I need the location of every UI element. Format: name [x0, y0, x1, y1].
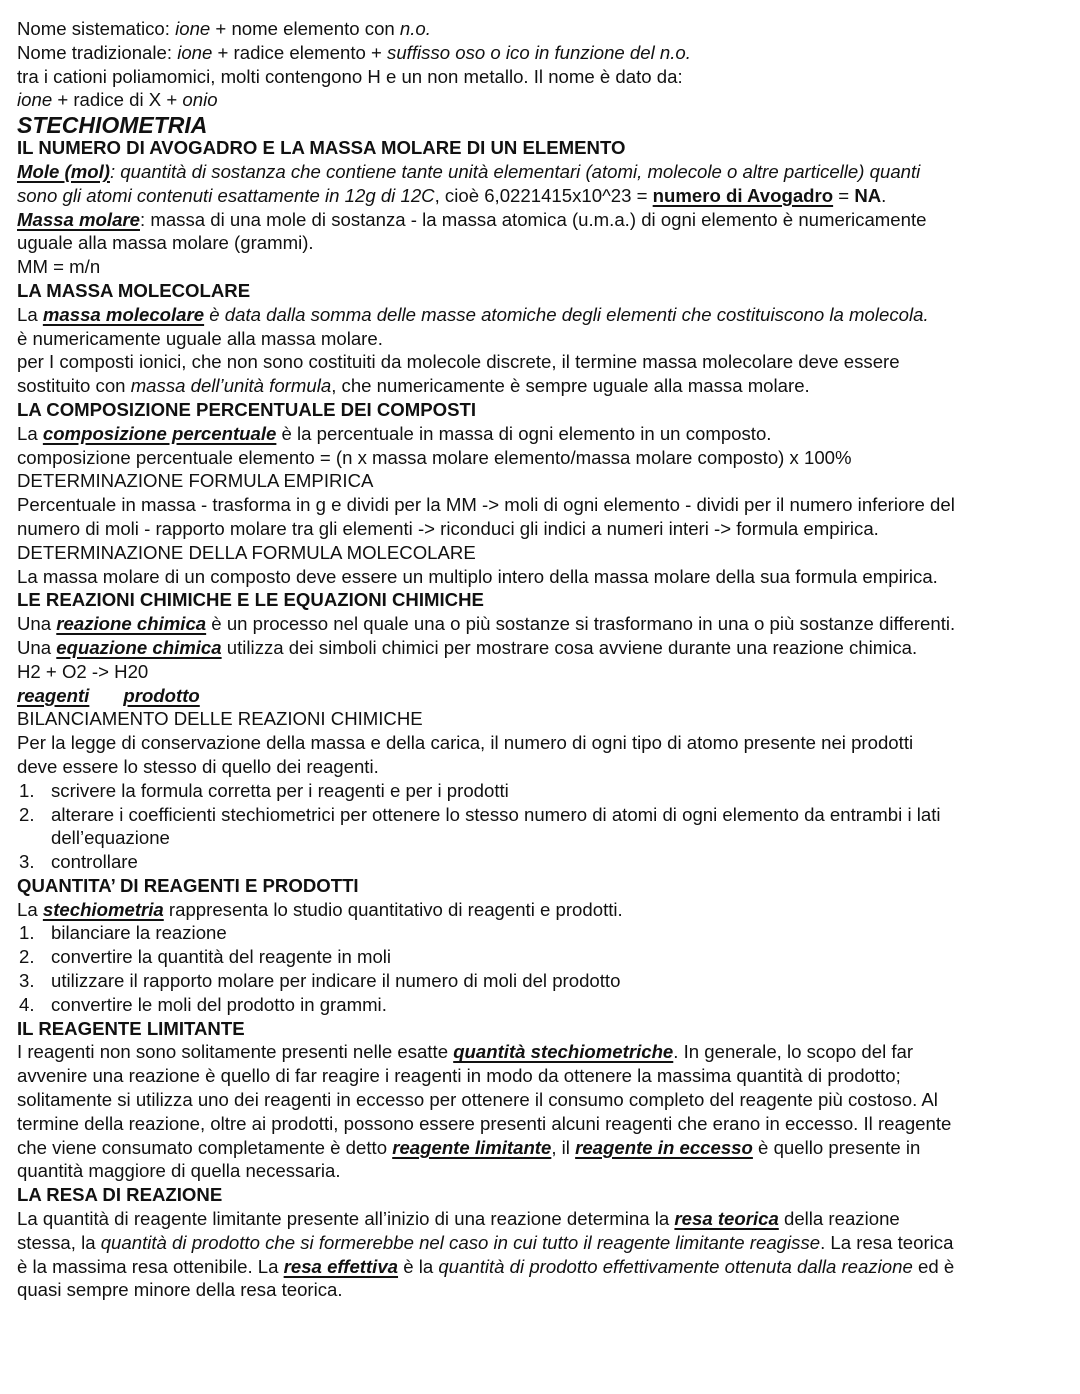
- term-quantita-stechiometriche: quantità stechiometriche: [453, 1041, 674, 1063]
- heading-limitante: IL REAGENTE LIMITANTE: [17, 1017, 245, 1039]
- heading-avogadro: IL NUMERO DI AVOGADRO E LA MASSA MOLARE DI UN ELEMENTO: [17, 137, 626, 159]
- term-reagente-limitante: reagente limitante: [392, 1136, 552, 1158]
- molecolare-line-3: per I composti ionici, che non sono costituiti da molecole discrete, il termine massa molecolare deve essere: [17, 351, 900, 373]
- text: Nome sistematico:: [17, 18, 176, 39]
- intro-line-1: [17, 17, 1080, 41]
- limitante-line-3: solitamente si utilizza uno dei reagenti in eccesso per ottenere il consumo completo del reagente più costoso. Al: [17, 1089, 938, 1111]
- text: alterare i coefficienti stechiometrici per ottenere lo stesso numero di atomi di ogni elemento da entrambi i lati: [51, 803, 941, 825]
- composizione-line-5: La massa molare di un composto deve essere un multiplo intero della massa molare della sua formula empirica.: [17, 565, 938, 587]
- text: utilizzare il rapporto molare per indicare il numero di moli del prodotto: [51, 970, 621, 992]
- reazioni-line-1: [17, 612, 1080, 636]
- text: , cioè 6,0221415x10^23 =: [434, 184, 653, 206]
- text: massa dell’unità formula: [130, 375, 332, 397]
- text: Una: [17, 636, 57, 658]
- molecolare-line-4: [17, 374, 1080, 398]
- list-item: [17, 779, 1080, 803]
- text: Una: [17, 613, 57, 635]
- list-item: [17, 803, 1080, 851]
- list-item: [17, 921, 1080, 945]
- list-number: 2.: [19, 946, 35, 968]
- text: che viene consumato completamente è detto: [17, 1136, 393, 1158]
- composizione-line-4: numero di moli - rapporto molare tra gli elementi -> riconduci gli indici a numeri interi -> formula empirica.: [17, 517, 879, 539]
- term-massa-molare: Massa molare: [17, 208, 140, 230]
- text: La quantità di reagente limitante presente all’inizio di una reazione determina la: [17, 1208, 675, 1230]
- text: Nome tradizionale:: [17, 41, 178, 63]
- composizione-line-2: composizione percentuale elemento = (n x massa molare elemento/massa molare composto) x 100%: [17, 446, 852, 468]
- mole-definition-line-2: [17, 184, 1080, 208]
- text: controllare: [51, 851, 138, 873]
- intro-line-2: [17, 41, 1080, 65]
- list-number: 1.: [19, 779, 35, 801]
- mole-definition-line-1: [17, 160, 1080, 184]
- molecolare-line-2: è numericamente uguale alla massa molare.: [17, 327, 383, 349]
- text: rappresenta lo studio quantitativo di reagenti e prodotti.: [163, 898, 623, 920]
- text: è un processo nel quale una o più sostanze si trasformano in una o più sostanze differenti.: [206, 613, 956, 635]
- section-title-stechiometria: STECHIOMETRIA: [17, 112, 208, 139]
- text: + radice di X +: [52, 89, 183, 111]
- massa-molare-line-2: uguale alla massa molare (grammi).: [17, 232, 314, 254]
- resa-line-1: [17, 1207, 1080, 1231]
- text: n.o.: [399, 18, 431, 39]
- composizione-line-1: [17, 422, 1080, 446]
- list-number: 3.: [19, 970, 35, 992]
- text: è quello presente in: [752, 1136, 921, 1158]
- term-resa-effettiva: resa effettiva: [283, 1255, 399, 1277]
- composizione-line-3: Percentuale in massa - trasforma in g e dividi per la MM -> moli di ogni elemento - dividi per il numero inferiore del: [17, 494, 955, 516]
- text: + radice elemento +: [212, 41, 388, 63]
- text: convertire la quantità del reagente in moli: [51, 946, 392, 968]
- subheading-bilanciamento: BILANCIAMENTO DELLE REAZIONI CHIMICHE: [17, 708, 423, 730]
- term-mole: Mole (mol): [17, 160, 110, 182]
- text: NA: [854, 184, 882, 206]
- term-stechiometria: stechiometria: [42, 898, 164, 920]
- list-item: [17, 969, 1080, 993]
- text: bilanciare la reazione: [51, 922, 227, 944]
- list-item: [17, 850, 1080, 874]
- text: .: [881, 184, 887, 206]
- term-equazione: equazione chimica: [56, 636, 222, 658]
- formula-mm: MM = m/n: [17, 256, 101, 278]
- text: suffisso oso o ico in funzione del n.o.: [387, 41, 691, 63]
- list-item: [17, 993, 1080, 1017]
- massa-molare-line-1: [17, 208, 1080, 232]
- quantita-line-1: [17, 898, 1080, 922]
- text: è la: [398, 1255, 439, 1277]
- limitante-line-4: termine della reazione, oltre ai prodotti, possono essere presenti alcuni reagenti che erano in eccesso. Il reagente: [17, 1112, 952, 1134]
- subheading-formula-empirica: DETERMINAZIONE FORMULA EMPIRICA: [17, 470, 374, 492]
- text: =: [833, 184, 855, 206]
- reagenti-prodotto-labels: [17, 684, 1080, 708]
- label-prodotto: prodotto: [123, 684, 200, 706]
- list-number: 3.: [19, 851, 35, 873]
- heading-quantita: QUANTITA’ DI REAGENTI E PRODOTTI: [17, 874, 359, 896]
- text: dell’equazione: [51, 827, 170, 849]
- list-number: 1.: [19, 922, 35, 944]
- resa-line-4: quasi sempre minore della resa teorica.: [17, 1279, 343, 1301]
- text: . In generale, lo scopo del far: [673, 1041, 914, 1063]
- text: è la massima resa ottenibile. La: [17, 1255, 284, 1277]
- text: onio: [182, 89, 218, 111]
- text: scrivere la formula corretta per i reagenti e per i prodotti: [51, 779, 509, 801]
- text: quantità di prodotto che si formerebbe nel caso in cui tutto il reagente limitante reagisse: [100, 1231, 821, 1253]
- text: La: [17, 303, 43, 325]
- text: è data dalla somma delle masse atomiche degli elementi che costituiscono la molecola.: [204, 303, 929, 325]
- text: sono gli atomi contenuti esattamente in 12g di 12C: [17, 184, 435, 206]
- text: . La resa teorica: [820, 1231, 954, 1253]
- text: , che numericamente è sempre uguale alla massa molare.: [331, 375, 810, 397]
- text: La: [17, 898, 43, 920]
- reazioni-line-2: [17, 636, 1080, 660]
- intro-line-4: [17, 88, 1080, 112]
- molecolare-line-1: [17, 303, 1080, 327]
- reazioni-line-4: deve essere lo stesso di quello dei reagenti.: [17, 755, 379, 777]
- reazioni-line-3: Per la legge di conservazione della massa e della carica, il numero di ogni tipo di atomo presente nei prodotti: [17, 732, 914, 754]
- limitante-line-2: avvenire una reazione è quello di far reagire i reagenti in modo da ottenere la massima quantità di prodotto;: [17, 1065, 901, 1087]
- subheading-formula-molecolare: DETERMINAZIONE DELLA FORMULA MOLECOLARE: [17, 541, 476, 563]
- term-avogadro: numero di Avogadro: [652, 184, 834, 206]
- resa-line-3: [17, 1255, 1080, 1279]
- text: : quantità di sostanza che contiene tante unità elementari (atomi, molecole o altre particelle) quanti: [109, 160, 921, 182]
- heading-reazioni: LE REAZIONI CHIMICHE E LE EQUAZIONI CHIMICHE: [17, 589, 484, 611]
- label-reagenti: reagenti: [17, 684, 90, 706]
- text: è la percentuale in massa di ogni elemento in un composto.: [276, 422, 772, 444]
- text: I reagenti non sono solitamente presenti nelle esatte: [17, 1041, 454, 1063]
- limitante-line-5: [17, 1136, 1080, 1160]
- text: ed è: [912, 1255, 955, 1277]
- list-number: 2.: [19, 803, 35, 825]
- heading-massa-molecolare: LA MASSA MOLECOLARE: [17, 279, 251, 301]
- text: , il: [551, 1136, 576, 1158]
- text: + nome elemento con: [210, 18, 400, 39]
- text: ione: [177, 41, 213, 63]
- text: quantità di prodotto effettivamente ottenuta dalla reazione: [438, 1255, 913, 1277]
- list-item: [17, 945, 1080, 969]
- heading-composizione: LA COMPOSIZIONE PERCENTUALE DEI COMPOSTI: [17, 398, 477, 420]
- equation: H2 + O2 -> H20: [17, 660, 149, 682]
- term-composizione: composizione percentuale: [42, 422, 277, 444]
- resa-line-2: [17, 1231, 1080, 1255]
- text: ione: [17, 89, 53, 111]
- term-resa-teorica: resa teorica: [674, 1208, 779, 1230]
- limitante-line-6: quantità maggiore di quella necessaria.: [17, 1160, 341, 1182]
- text: ione: [175, 18, 211, 39]
- text: convertire le moli del prodotto in grammi.: [51, 993, 387, 1015]
- limitante-line-1: [17, 1040, 1080, 1064]
- text: utilizza dei simboli chimici per mostrare cosa avviene durante una reazione chimica.: [221, 636, 918, 658]
- term-massa-molecolare: massa molecolare: [42, 303, 205, 325]
- text: della reazione: [778, 1208, 900, 1230]
- text: : massa di una mole di sostanza - la massa atomica (u.m.a.) di ogni elemento è numericamente: [140, 208, 927, 230]
- intro-line-3: tra i cationi poliamomici, molti contengono H e un non metallo. Il nome è dato da:: [17, 65, 683, 87]
- text: La: [17, 422, 43, 444]
- text: sostituito con: [17, 375, 131, 397]
- term-reagente-eccesso: reagente in eccesso: [575, 1136, 753, 1158]
- quantita-list: [17, 921, 1080, 1016]
- heading-resa: LA RESA DI REAZIONE: [17, 1184, 223, 1206]
- bilanciamento-list: [17, 779, 1080, 874]
- list-number: 4.: [19, 993, 35, 1015]
- term-reazione: reazione chimica: [56, 613, 207, 635]
- text: stessa, la: [17, 1231, 101, 1253]
